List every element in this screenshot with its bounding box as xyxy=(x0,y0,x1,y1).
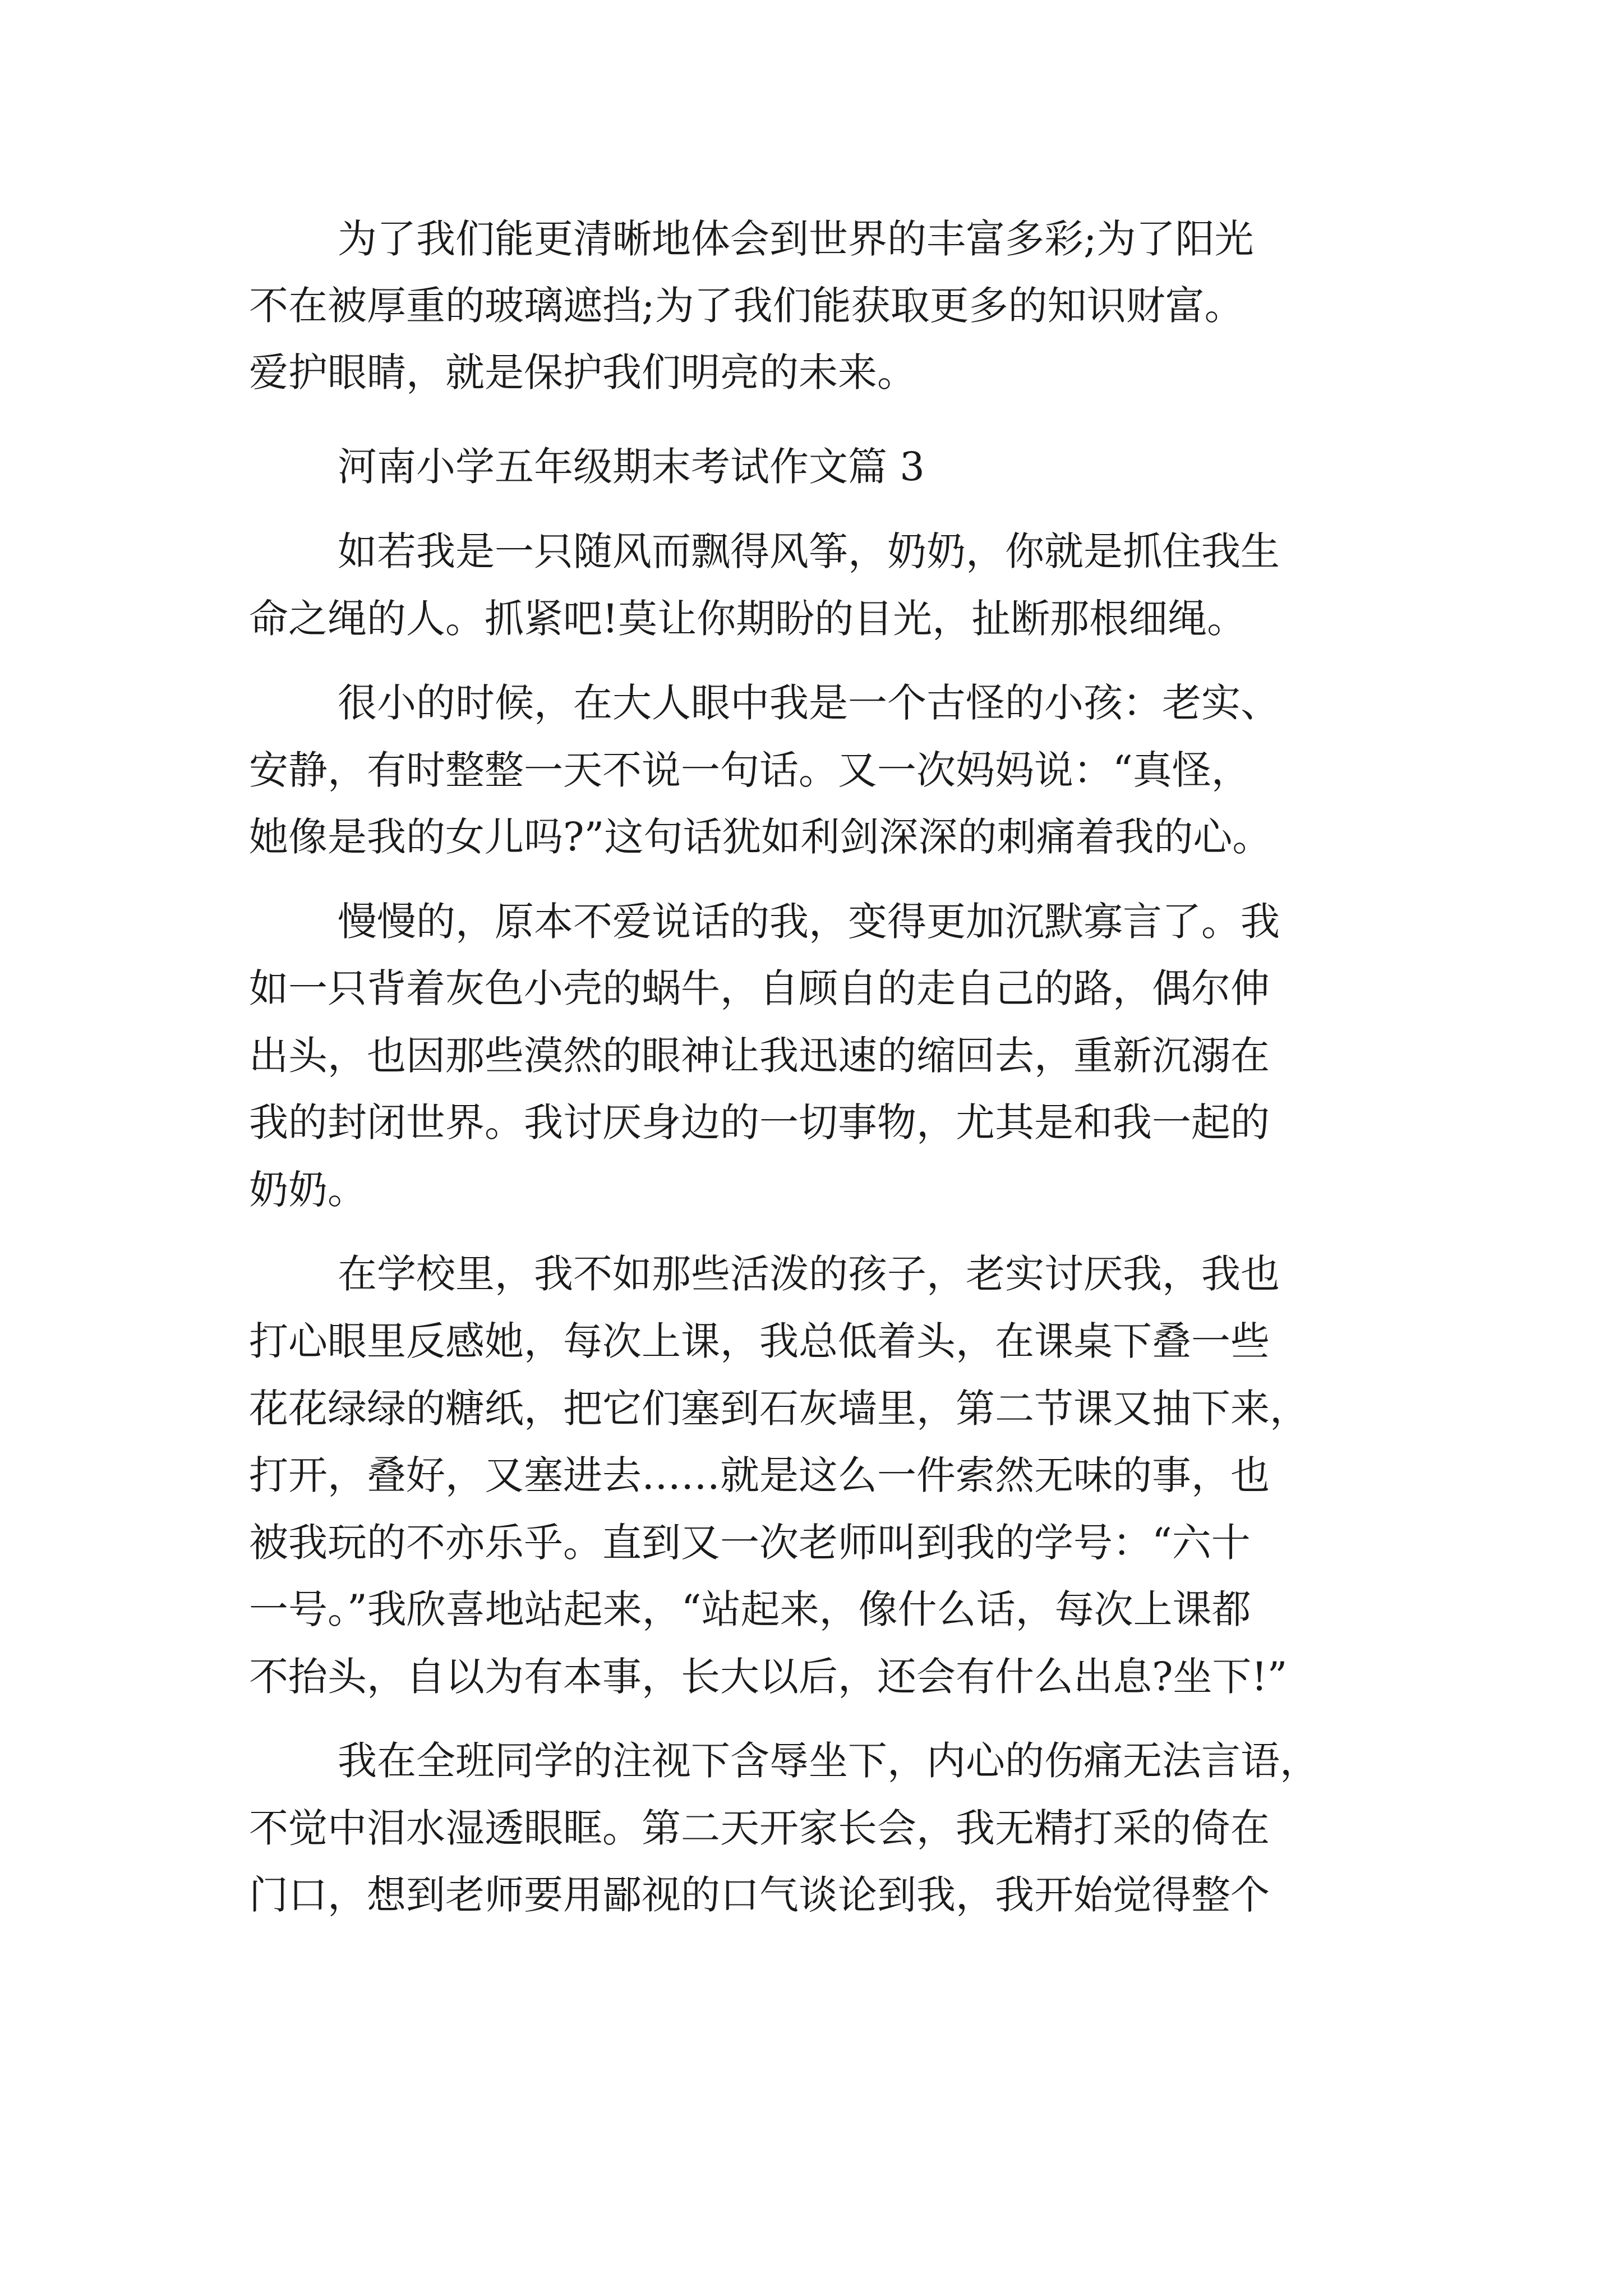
text-line: 不觉中泪水湿透眼眶。第二天开家长会，我无精打采的倚在 xyxy=(249,1805,1270,1851)
text-line: 如若我是一只随风而飘得风筝，奶奶，你就是抓住我生 xyxy=(338,528,1280,574)
text-line: 打心眼里反感她，每次上课，我总低着头，在课桌下叠一些 xyxy=(249,1318,1270,1364)
text-line: 如一只背着灰色小壳的蜗牛，自顾自的走自己的路，偶尔伸 xyxy=(249,965,1270,1011)
text-line: 打开，叠好，又塞进去……就是这么一件索然无味的事，也 xyxy=(249,1452,1270,1498)
text-line: 慢慢的，原本不爱说话的我，变得更加沉默寡言了。我 xyxy=(338,899,1280,945)
text-line: 爱护眼睛，就是保护我们明亮的未来。 xyxy=(249,349,916,395)
text-line: 为了我们能更清晰地体会到世界的丰富多彩;为了阳光 xyxy=(338,216,1254,262)
text-line: 她像是我的女儿吗?”这句话犹如利剑深深的刺痛着我的心。 xyxy=(249,814,1272,860)
text-line: 我在全班同学的注视下含辱坐下，内心的伤痛无法言语， xyxy=(338,1738,1319,1784)
section-heading: 河南小学五年级期末考试作文篇 3 xyxy=(338,444,925,490)
text-line: 一号。”我欣喜地站起来，“站起来，像什么话，每次上课都 xyxy=(249,1586,1251,1632)
text-line: 门口，想到老师要用鄙视的口气谈论到我，我开始觉得整个 xyxy=(249,1872,1270,1918)
text-line: 不抬头，自以为有本事，长大以后，还会有什么出息?坐下!” xyxy=(249,1654,1288,1700)
text-line: 花花绿绿的糖纸，把它们塞到石灰墙里，第二节课又抽下来， xyxy=(249,1386,1309,1432)
text-line: 在学校里，我不如那些活泼的孩子，老实讨厌我，我也 xyxy=(338,1251,1280,1297)
text-line: 奶奶。 xyxy=(249,1167,367,1213)
text-line: 被我玩的不亦乐乎。直到又一次老师叫到我的学号：“六十 xyxy=(249,1520,1251,1566)
text-line: 我的封闭世界。我讨厌身边的一切事物，尤其是和我一起的 xyxy=(249,1099,1270,1145)
text-line: 不在被厚重的玻璃遮挡;为了我们能获取更多的知识财富。 xyxy=(249,283,1244,329)
text-line: 很小的时候，在大人眼中我是一个古怪的小孩：老实、 xyxy=(338,680,1280,726)
text-line: 命之绳的人。抓紧吧!莫让你期盼的目光，扯断那根细绳。 xyxy=(249,596,1247,642)
text-line: 出头，也因那些漠然的眼神让我迅速的缩回去，重新沉溺在 xyxy=(249,1033,1270,1079)
text-line: 安静，有时整整一天不说一句话。又一次妈妈说：“真怪， xyxy=(249,747,1251,793)
